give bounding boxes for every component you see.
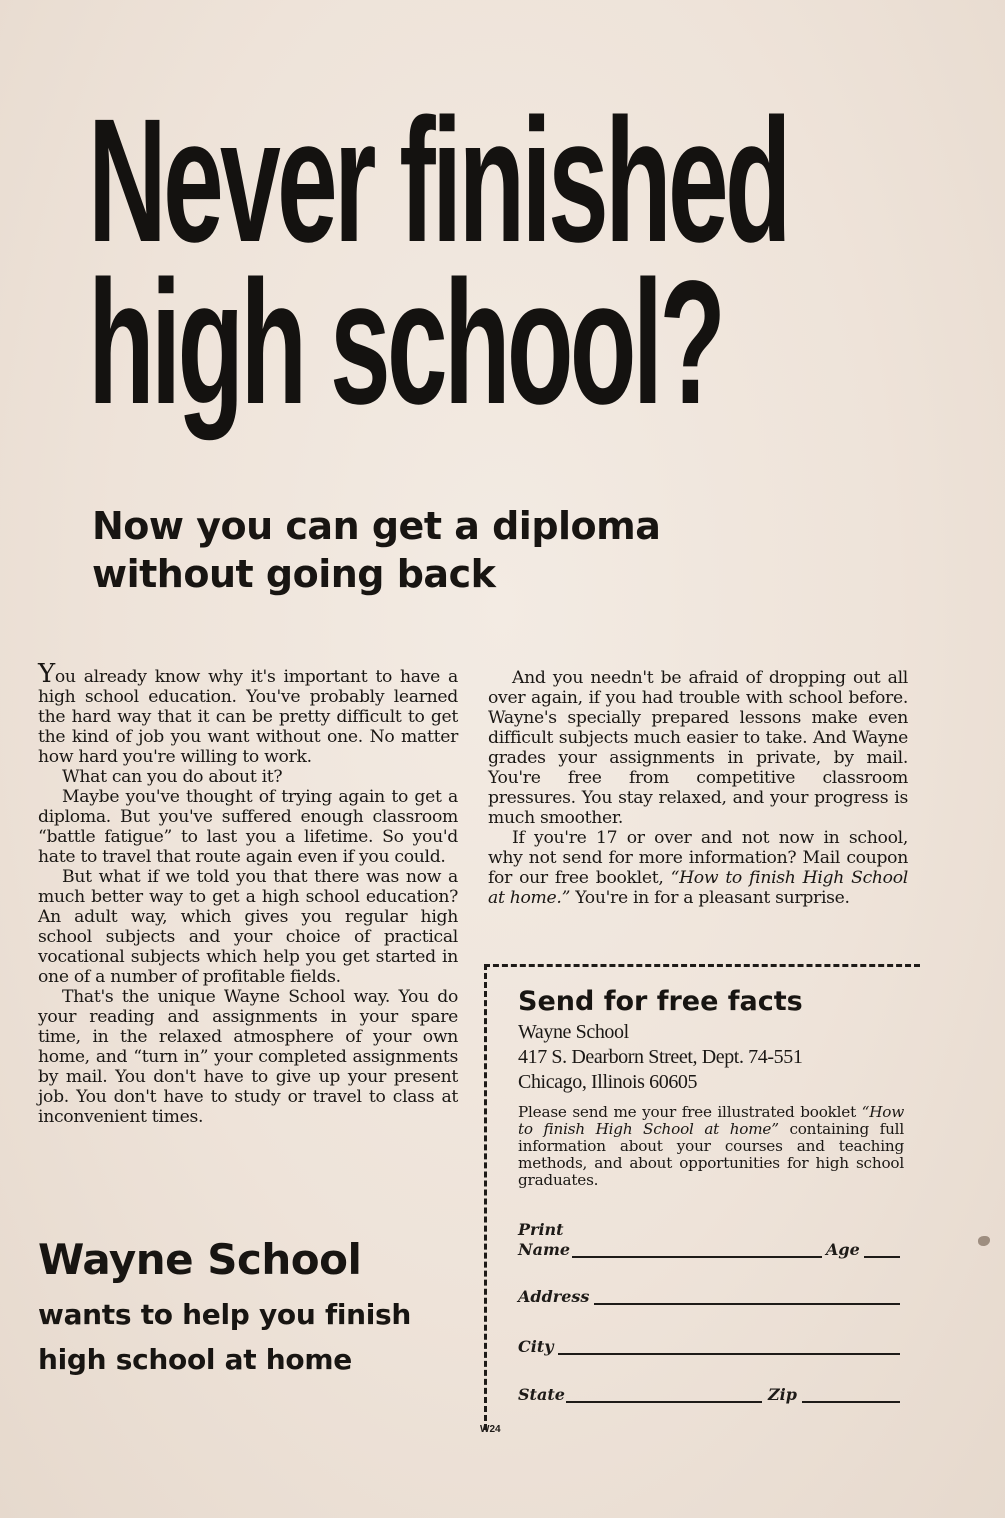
- paper-speck: [978, 1236, 990, 1246]
- age-label: Age: [826, 1240, 860, 1259]
- brand-title: Wayne School: [38, 1235, 362, 1284]
- request-booklet-title: “How to finish High School at home”: [518, 1103, 904, 1138]
- body-paragraph: That's the unique Wayne School way. You do your reading and assignments in your spare time, in the relaxed atmosphere of your own home, and “turn in” your completed assignments by mail. You don't have to give up your present job. You don't have to study or travel to class at inconvenient times.: [38, 987, 458, 1127]
- coupon-title: Send for free facts: [518, 986, 803, 1017]
- brand-tagline-1: wants to help you finish: [38, 1298, 412, 1331]
- zip-field[interactable]: [802, 1401, 900, 1403]
- body-text: If you're 17 or over and not now in school, why not send for more information? Mail coupon for our free booklet,: [488, 828, 908, 888]
- name-field[interactable]: [572, 1256, 822, 1258]
- print-label: Print: [518, 1220, 564, 1239]
- body-column-right: [488, 668, 908, 908]
- body-paragraph: But what if we told you that there was now a much better way to get a high school education? An adult way, which gives you regular high school subjects and your choice of practical vocational subjects which help you get started in one of a number of profitable fields.: [38, 867, 458, 987]
- headline-line-2: high school?: [88, 245, 723, 441]
- brand-tagline-2: high school at home: [38, 1343, 352, 1376]
- address-field[interactable]: [594, 1303, 900, 1305]
- mailing-address: [518, 1020, 802, 1095]
- address-label: Address: [518, 1287, 590, 1306]
- address-line: Wayne School: [518, 1021, 629, 1043]
- state-field[interactable]: [566, 1401, 762, 1403]
- brand-block: [38, 1232, 478, 1382]
- body-column-left: [38, 659, 458, 1127]
- coupon-code: W24: [480, 1424, 501, 1435]
- booklet-title: “How to finish High School at home.”: [488, 868, 908, 908]
- subheadline: [92, 502, 792, 598]
- headline: [88, 83, 788, 441]
- headline-line-1: Never finished: [88, 83, 788, 279]
- zip-label: Zip: [768, 1385, 797, 1404]
- city-label: City: [518, 1337, 554, 1356]
- name-label: Name: [518, 1240, 571, 1259]
- body-paragraph: You already know why it's important to have a high school education. You've probably learned the hard way that it can be pretty difficult to get the kind of job you want without one. No matter how hard you're willing to work.: [38, 659, 458, 767]
- body-paragraph: And you needn't be afraid of dropping out all over again, if you had trouble with school before. Wayne's specially prepared lessons make even difficult subjects much easier to take. And Wayne grades your assignments in private, by mail. You're free from competitive classroom pressures. You stay relaxed, and your progress is much smoother.: [488, 668, 908, 828]
- body-text: You're in for a pleasant surprise.: [575, 888, 850, 908]
- address-line: Chicago, Illinois 60605: [518, 1071, 698, 1093]
- city-field[interactable]: [558, 1353, 900, 1355]
- request-text: containing full information about your courses and teaching methods, and about opportunities for high school graduates.: [518, 1120, 904, 1189]
- address-line: 417 S. Dearborn Street, Dept. 74-551: [518, 1046, 803, 1068]
- body-paragraph: What can you do about it?: [62, 767, 283, 787]
- body-paragraph: Maybe you've thought of trying again to get a diploma. But you've suffered enough classroom “battle fatigue” to last you a lifetime. So you'd hate to travel that route again even if you could.: [38, 787, 458, 867]
- age-field[interactable]: [864, 1256, 900, 1258]
- subheadline-line-1: Now you can get a diploma: [92, 504, 661, 548]
- subheadline-line-2: without going back: [92, 552, 496, 596]
- coupon-border-left: [484, 964, 487, 1430]
- request-text: Please send me your free illustrated booklet: [518, 1103, 856, 1121]
- state-label: State: [518, 1385, 565, 1404]
- coupon-request-text: [518, 1104, 904, 1189]
- body-paragraph: [488, 828, 908, 908]
- coupon-border-top: [484, 964, 920, 967]
